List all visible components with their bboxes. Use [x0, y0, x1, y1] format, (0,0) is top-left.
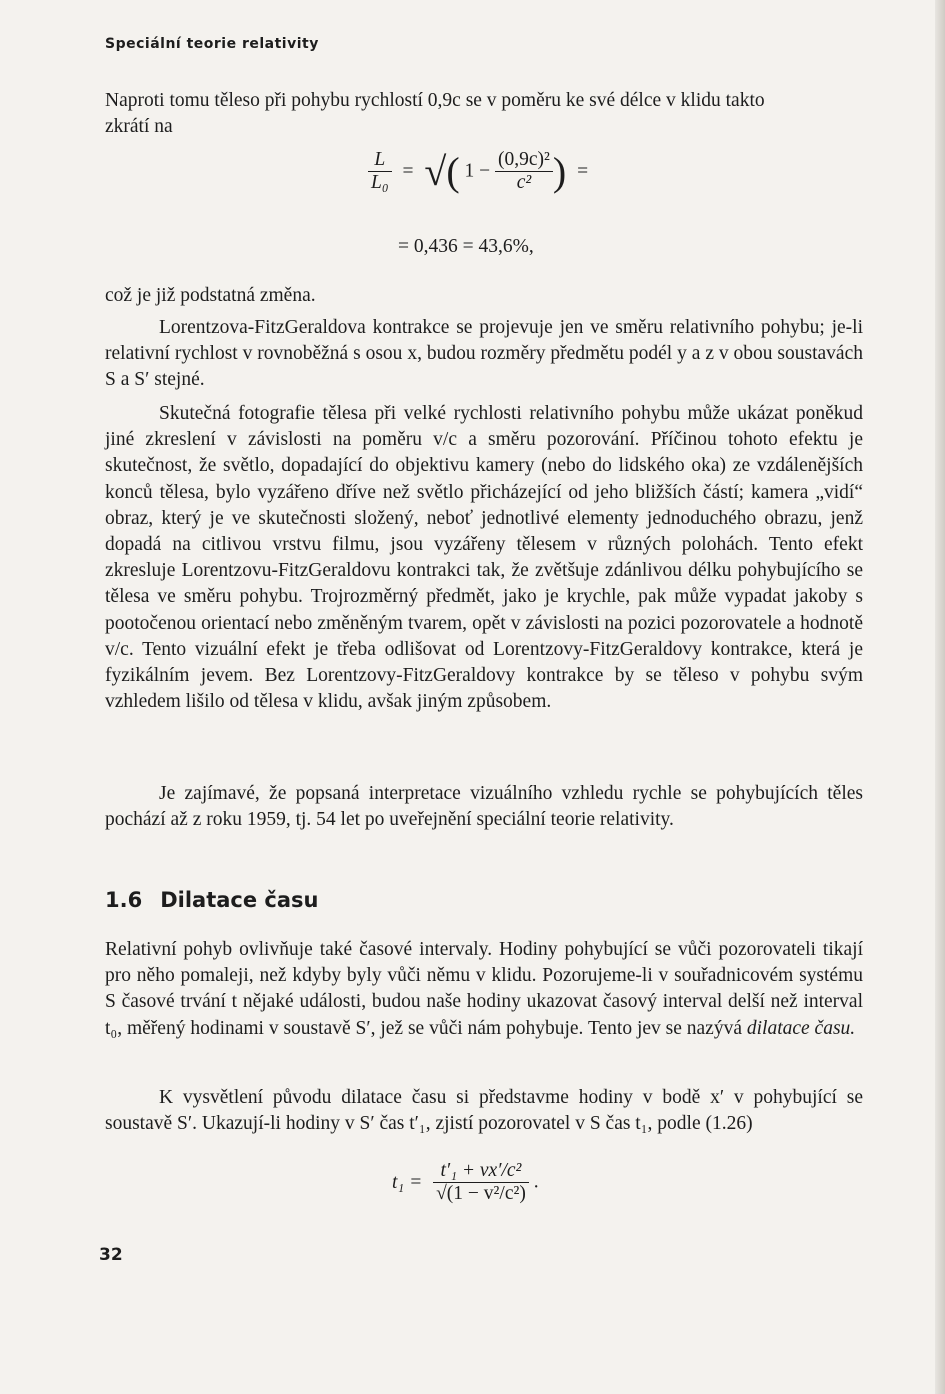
- paragraph-photography: [105, 401, 863, 715]
- paragraph-lorentz-text: Lorentzova-FitzGeraldova kontrakce se projevuje jen ve směru relativního pohybu; je-li relativní rychlost v rovnoběžná s osou x, budou rozměry předmětu podél y a z v obou soustavách S a S′ stejné.: [105, 317, 863, 391]
- eq1-inner-denominator: c²: [516, 172, 532, 193]
- paragraph-clock-text: K vysvětlení původu dilatace času si představme hodiny v bodě x′ v pohybující se soustavě S′. Ukazují-li hodiny v S′ čas t′₁, zjistí pozorovatel v S čas t₁, podle (1.26): [105, 1087, 863, 1135]
- eq2-fraction: [433, 1160, 529, 1205]
- eq1-lhs-denominator: L₀: [371, 172, 389, 193]
- eq1-inner-fraction: [495, 149, 553, 194]
- eq1-equals: =: [402, 160, 414, 182]
- intro-line-2: zkrátí na: [105, 116, 173, 138]
- section-title: Dilatace času: [160, 888, 319, 912]
- eq1-inner-numerator: (0,9c)²: [495, 149, 553, 172]
- running-head: Speciální teorie relativity: [105, 36, 319, 52]
- equation-contraction: [368, 148, 588, 195]
- eq2-trailing-period: .: [533, 1171, 539, 1193]
- equation-contraction-result: = 0,436 = 43,6%,: [398, 236, 534, 257]
- eq1-root-prefix: 1 −: [464, 160, 491, 182]
- eq1-paren-close: ): [552, 149, 567, 194]
- paragraph-clock: [105, 1085, 863, 1137]
- equation-time-transform: [392, 1160, 539, 1205]
- paragraph-time-dilation-body: Relativní pohyb ovlivňuje také časové intervaly. Hodiny pohybující se vůči pozorovateli tikají pro něho pomaleji, než kdyby byly vůči němu v klidu. Pozorujeme-li v souřadnicovém systému S časové trvání t nějaké události, budou naše hodiny ukazovat časový interval delší než interval t₀, měřený hodinami v soustavě S′, jež se vůči nám pohybuje. Tento jev se nazývá: [105, 939, 863, 1039]
- intro-paragraph: [105, 88, 863, 140]
- section-heading: [105, 888, 318, 912]
- paragraph-time-dilation-text: [105, 937, 863, 1042]
- paragraph-change-text: což je již podstatná změna.: [105, 285, 316, 306]
- page-number: 32: [99, 1245, 123, 1265]
- paragraph-photography-text: Skutečná fotografie tělesa při velké rychlosti relativního pohybu může ukázat poněkud jiné zkreslení v závislosti na poměru v/c a směru pozorování. Příčinou tohoto efektu je skutečnost, že světlo, dopadající do objektivu kamery (nebo do lidského oka) ze vzdálenějších konců tělesa, bylo vyzářeno dříve než světlo přicházející od jeho bližších částí; kamera „vidí“ obraz, který je ve skutečnosti složený, neboť jednotlivé elementy jednoduchého obrazu, jenž dopadá na citlivou vrstvu filmu, jsou vyzářeny tělesem v různých polohách. Tento efekt zkresluje Lorentzovu-FitzGeraldovu kontrakci tak, že zvětšuje zdánlivou délku pohybujícího se tělesa ve směru pohybu. Trojrozměrný předmět, jako je krychle, pak může vypadat jakoby s pootočenou orientací nebo změněným tvarem, opět v závislosti na pozici pozorovatele a hodnotě v/c. Tento vizuální efekt je třeba odlišovat od Lorentzovy-FitzGeraldovy kontrakce, která je fyzikálním jevem. Bez Lorentzovy-FitzGeraldovy kontrakce by se těleso v pohybu svým vzhledem lišilo od tělesa v klidu, avšak jiným způsobem.: [105, 403, 863, 713]
- eq1-lhs-numerator: L: [368, 149, 392, 172]
- eq1-paren-open: (: [446, 149, 460, 194]
- section-number: 1.6: [105, 888, 143, 912]
- sqrt-icon: √: [424, 149, 447, 194]
- paragraph-lorentz: [105, 315, 863, 394]
- eq1-lhs-fraction: [368, 149, 392, 194]
- term-time-dilation: dilatace času.: [746, 1017, 856, 1039]
- eq1-trailing-equals: =: [577, 160, 589, 182]
- eq2-numerator: t′₁ + vx′/c²: [433, 1160, 529, 1183]
- page-edge: [935, 0, 945, 1394]
- intro-line-1: Naproti tomu těleso při pohybu rychlostí 0,9c se v poměru ke své délce v klidu takto: [105, 90, 765, 111]
- paragraph-change: [105, 283, 863, 309]
- paragraph-time-dilation: [105, 937, 863, 1042]
- paragraph-interpretation: [105, 781, 863, 833]
- eq2-lhs: t₁ =: [392, 1171, 423, 1193]
- eq2-denominator: √(1 − v²/c²): [436, 1183, 526, 1204]
- paragraph-interpretation-text: Je zajímavé, že popsaná interpretace vizuálního vzhledu rychle se pohybujících těles pochází až z roku 1959, tj. 54 let po uveřejnění speciální teorie relativity.: [105, 783, 863, 831]
